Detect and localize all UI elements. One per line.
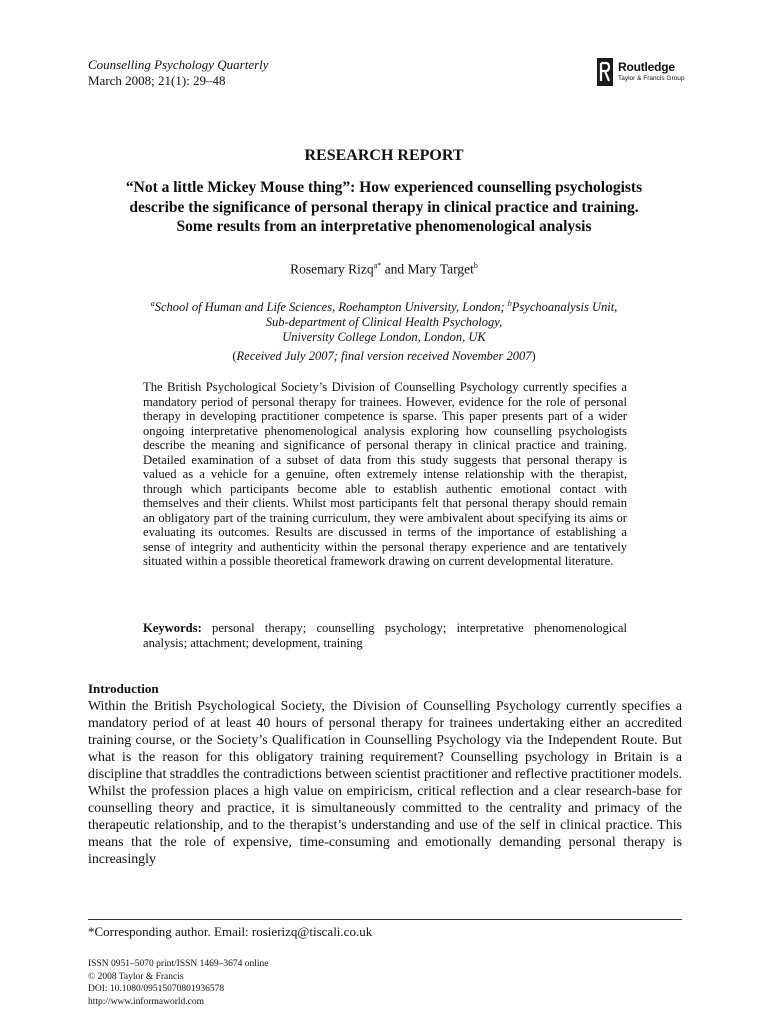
article-title: “Not a little Mickey Mouse thing”: How experienced counselling psychologists describe the significance of personal therapy in clinical practice and training. Some results from an interpretative phenomenological analysis [125, 179, 643, 235]
received-text: Received July 2007; final version received November 2007 [236, 349, 532, 363]
publisher-url[interactable]: http://www.informaworld.com [88, 996, 205, 1007]
keywords [143, 621, 627, 651]
journal-header [88, 57, 269, 89]
affiliation-b-marker: b [507, 299, 512, 308]
routledge-logo-icon [597, 58, 613, 86]
affiliations [100, 296, 668, 345]
abstract: The British Psychological Society’s Division of Counselling Psychology currently specifies a mandatory period of personal therapy for trainees. However, evidence for the role of personal therapy in developing practitioner competence is sparse. This paper presents part of a wider ongoing interpretative phenomenological analysis exploring how counselling psychologists describe the meaning and significance of personal therapy in clinical practice and training. Detailed examination of a subset of data from this study suggests that personal therapy is valued as a vehicle for a genuine, often extremely intense relationship with the therapist, through which participants become able to establish authentic emotional contact with themselves and their clients. Whilst most participants felt that personal therapy should remain an obligatory part of the training curriculum, they were ambivalent about specifying its aims or evaluating its outcomes. Results are discussed in terms of the importance of establishing a sense of integrity and authenticity within the personal therapy experience and are tentatively situated within a possible theoretical framework drawing on current developmental literature. [143, 380, 627, 568]
author-1-marker: a* [373, 261, 382, 270]
author-joiner: and [381, 261, 408, 277]
publication-info [88, 958, 269, 1008]
affiliation-line-2: Sub-department of Clinical Health Psychology, [265, 315, 503, 330]
issn: ISSN 0951–5070 print/ISSN 1469–3674 online [88, 959, 269, 969]
journal-name: Counselling Psychology Quarterly [88, 57, 269, 72]
author-2: Mary Target [407, 261, 474, 277]
journal-issue: March 2008; 21(1): 29–48 [88, 73, 226, 88]
introduction-paragraph: Within the British Psychological Society, the Division of Counselling Psychology currently specifies a mandatory period of at least 40 hours of personal therapy for trainees undertaking either an accredited training course, or the Society’s Qualification in Counselling Psychology via the Independent Route. But what is the reason for this obligatory training requirement? Counselling psychology in Britain is a discipline that straddles the contradictions between scientist practitioner and reflective practitioner models. Whilst the profession places a high value on empiricism, critical reflection and a clear research-base for counselling theory and practice, it is simultaneously committed to the centrality and primacy of the therapeutic relationship, and to the therapist’s understanding and use of the self in clinical practice. This means that the role of expensive, time-consuming and emotionally demanding personal therapy is increasingly [88, 699, 683, 867]
keywords-list: personal therapy; counselling psychology; interpretative phenomenological analysis; attachment; development, training [143, 621, 627, 650]
publisher-logo [597, 58, 689, 88]
affiliation-line-1 [100, 296, 668, 315]
author-1: Rosemary Rizq [290, 261, 374, 277]
doi: DOI: 10.1080/09515070801936578 [88, 984, 225, 994]
affiliation-a: School of Human and Life Sciences, Roehampton University, London; [154, 300, 508, 315]
publisher-subtitle: Taylor & Francis Group [618, 75, 685, 82]
affiliation-a-marker: a [150, 299, 155, 308]
affiliation-b: Psychoanalysis Unit, [511, 300, 618, 315]
affiliation-line-3: University College London, London, UK [282, 330, 486, 345]
keywords-label: Keywords: [143, 621, 202, 635]
received-dates: (Received July 2007; final version received November 2007) [232, 349, 536, 363]
author-line [0, 261, 768, 278]
author-2-marker: b [473, 261, 478, 270]
corresponding-author-note: *Corresponding author. Email: rosierizq@tiscali.co.uk [88, 924, 373, 939]
section-heading-introduction: Introduction [88, 681, 159, 696]
publisher-brand: Routledge [618, 60, 675, 74]
copyright: © 2008 Taylor & Francis [88, 971, 184, 982]
article-type: RESEARCH REPORT [304, 147, 464, 164]
footnote-divider [88, 919, 682, 920]
